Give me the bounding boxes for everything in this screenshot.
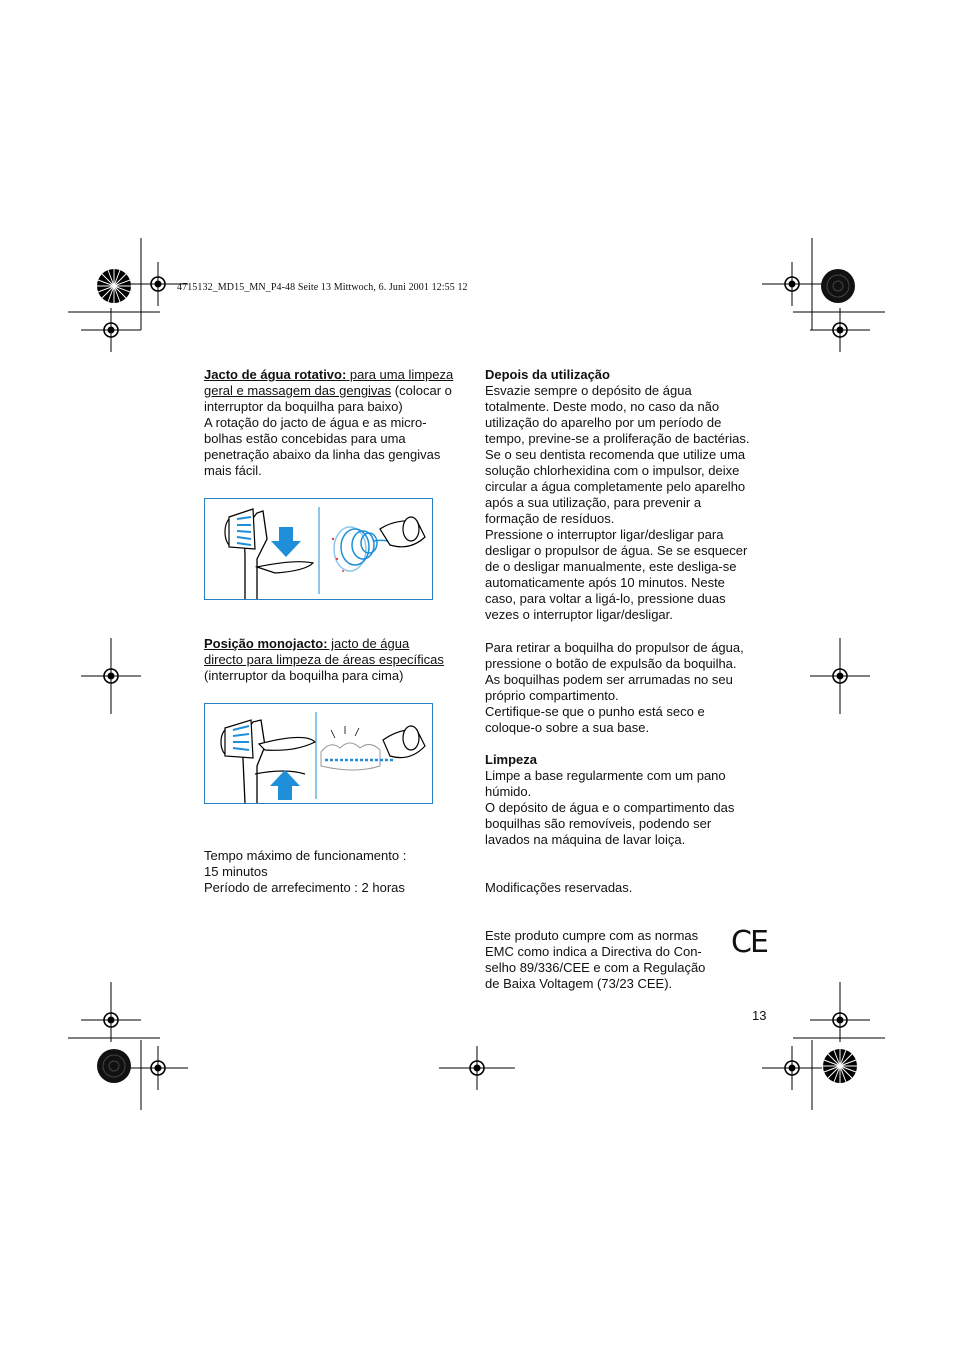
rotating-line: interruptor da boquilha para baixo) (204, 399, 403, 414)
cleaning-section (485, 752, 775, 848)
remove-line: Para retirar a boquilha do propulsor de água, (485, 640, 744, 655)
up-arrow-icon (270, 770, 300, 800)
after-use-line: formação de resíduos. (485, 511, 615, 526)
down-arrow-icon (271, 527, 301, 557)
after-use-line: utilização do aparelho por um período de (485, 415, 722, 430)
after-use-line: circular a água completamente pelo aparelho (485, 479, 746, 494)
rotating-line: A rotação do jacto de água e as micro- (204, 415, 427, 430)
timing-line: Tempo máximo de funcionamento : (204, 848, 407, 863)
compliance-section (485, 928, 725, 992)
compliance-line: EMC como indica a Directiva do Con- (485, 944, 702, 959)
cleaning-line: húmido. (485, 784, 532, 799)
rotating-underlined-2: geral e massagem das gengivas (204, 383, 392, 398)
timing-line: 15 minutos (204, 864, 268, 879)
rotating-line: penetração abaixo da linha das gengivas (204, 447, 441, 462)
mono-jet-figure (204, 703, 433, 804)
modifications-note: Modificações reservadas. (485, 880, 633, 895)
cleaning-title: Limpeza (485, 752, 538, 767)
after-use-line: tempo, previne-se a proliferação de bactérias. (485, 431, 750, 446)
timing-section (204, 848, 474, 896)
compliance-line: Este produto cumpre com as normas (485, 928, 699, 943)
after-use-line: desligar o propulsor de água. Se se esquecer (485, 543, 748, 558)
after-use-line: totalmente. Deste modo, no caso da não (485, 399, 720, 414)
after-use-line: após a sua utilização, para prevenir a (485, 495, 702, 510)
page-number: 13 (752, 1008, 767, 1023)
after-use-section (485, 367, 775, 623)
rotating-line: mais fácil. (204, 463, 262, 478)
mono-jet-title: Posição monojacto: (204, 636, 328, 651)
after-use-line: caso, para voltar a ligá-lo, pressione duas (485, 591, 726, 606)
rotating-line: bolhas estão concebidas para uma (204, 431, 406, 446)
after-use-line: vezes o interruptor ligar/desligar. (485, 607, 673, 622)
print-header: 4715132_MD15_MN_P4-48 Seite 13 Mittwoch, 6. Juni 2001 12:55 12 (177, 282, 468, 293)
after-use-line: Se o seu dentista recomenda que utilize uma (485, 447, 746, 462)
timing-line: Período de arrefecimento : 2 horas (204, 880, 405, 895)
cleaning-line: O depósito de água e o compartimento das (485, 800, 735, 815)
remove-line: pressione o botão de expulsão da boquilha. (485, 656, 737, 671)
compliance-line: selho 89/336/CEE e com a Regulação (485, 960, 706, 975)
remove-line: próprio compartimento. (485, 688, 619, 703)
mono-line: (interruptor da boquilha para cima) (204, 668, 404, 683)
rotating-jet-section (204, 367, 474, 479)
remove-line: Certifique-se que o punho está seco e (485, 704, 705, 719)
after-use-line: Pressione o interruptor ligar/desligar para (485, 527, 724, 542)
cleaning-line: lavados na máquina de lavar loiça. (485, 832, 686, 847)
after-use-line: solução chlorhexidina com o impulsor, deixe (485, 463, 740, 478)
after-use-line: de o desligar manualmente, este desliga-se (485, 559, 737, 574)
after-use-title: Depois da utilização (485, 367, 610, 382)
cleaning-line: Limpe a base regularmente com um pano (485, 768, 726, 783)
rotating-underlined-1: para uma limpeza (346, 367, 454, 382)
cleaning-line: boquilhas são removíveis, podendo ser (485, 816, 712, 831)
after-use-line: automaticamente após 10 minutos. Neste (485, 575, 725, 590)
remove-nozzle-section (485, 640, 775, 736)
rotating-jet-title: Jacto de água rotativo: (204, 367, 347, 382)
rotating-rest: (colocar o (391, 383, 452, 398)
remove-line: coloque-o sobre a sua base. (485, 720, 650, 735)
after-use-line: Esvazie sempre o depósito de água (485, 383, 692, 398)
mono-underlined-2: directo para limpeza de áreas específicas (204, 652, 444, 667)
rotating-jet-figure (204, 498, 433, 600)
mono-jet-section (204, 636, 474, 684)
compliance-line: de Baixa Voltagem (73/23 CEE). (485, 976, 673, 991)
remove-line: As boquilhas podem ser arrumadas no seu (485, 672, 733, 687)
mono-underlined-1: jacto de água (327, 636, 410, 651)
ce-mark-icon: CE (731, 925, 767, 960)
